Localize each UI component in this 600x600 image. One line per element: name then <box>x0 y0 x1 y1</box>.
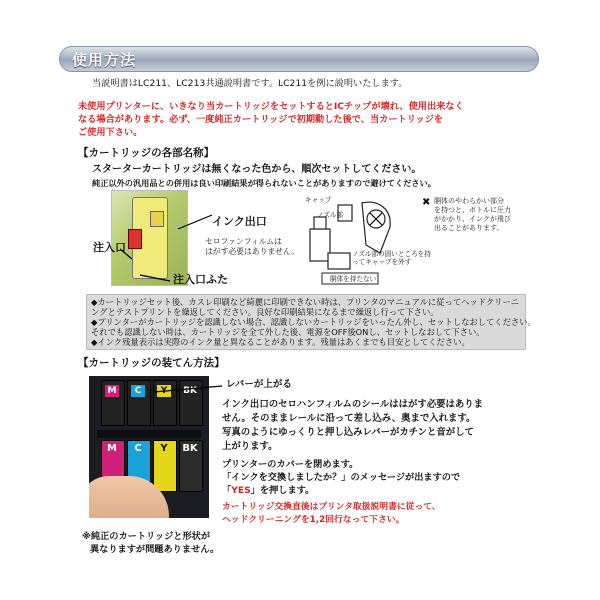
note-line-1: ◆カートリッジセット後、カスレ印刷など綺麗に印刷できない時は、プリンタのマニュアルに従ってヘッドクリーニ <box>91 297 520 307</box>
label-inlet-cap: 注入口ふた <box>173 273 228 286</box>
shape-note-2: 異なりますが問題ありません。 <box>90 544 220 555</box>
lever-label: レバーが上がる <box>226 379 292 390</box>
label-film-2: はがす必要はありません。 <box>205 247 300 256</box>
soft-part-3: がかかり、インクが飛び <box>434 215 511 223</box>
nozzle-hold-2: ってキャップを外す <box>352 258 412 266</box>
intro-text: 当説明書はLC211、LC213共通説明書です。LC211を例に説明いたします。 <box>92 78 408 89</box>
slot-c: C <box>127 380 151 426</box>
dont-hold-label: 胴体を持たない <box>330 275 377 283</box>
parts-heading: 【カートリッジの各部名称】 <box>78 147 215 159</box>
soft-part-4: 出ることがあります。 <box>434 224 504 232</box>
note-line-5: ◆インク残量表示は実際のインク量と異なることがあります。残量はあくまでも目安としてください。 <box>91 337 470 347</box>
slot-y: Y <box>153 380 177 426</box>
slot-bk: BK <box>179 380 203 426</box>
label-inlet: 注入口 <box>93 241 126 254</box>
ink-label-bk: BK <box>182 443 198 454</box>
label-ink-outlet: インク出口 <box>212 215 267 228</box>
ink-label-y: Y <box>160 443 168 454</box>
non-genuine-line: 純正以外の汎用品との併用は良い印刷結果が得られないことがありますので避けてください。 <box>92 178 436 188</box>
slot-m: M <box>101 380 125 426</box>
soft-part-2: を持つと、ボトルに圧力 <box>434 206 511 214</box>
step1-line-3: 写真のようにゆっくりと押し込みレバーがカチンと音がして <box>222 427 474 438</box>
yes-label: YES <box>231 485 251 496</box>
install-heading: 【カートリッジの装てん方法】 <box>78 357 225 369</box>
soft-part-1: 胴体のやわらかい部分 <box>434 197 504 205</box>
label-film-1: セロファンフィルムは <box>205 237 282 246</box>
warning-line-3: ご使用下さい。 <box>78 127 143 138</box>
note-line-3: ◆プリンターがカートリッジを認識しない場合、認識しないカートリッジをいったん外し、セットしなおしてください。 <box>91 317 536 327</box>
diagram-nozzle-label: ノズル部 <box>317 211 344 219</box>
starter-line: スターターカートリッジは無くなった色から、順次セットしてください。 <box>92 164 422 175</box>
note-line-2: ングとテストプリントを繰返してください。良好な印刷結果になるまで繰返し行って下さい。 <box>91 307 439 317</box>
step1-line-2: せん。そのままレールに沿って差し込み、奥まで入れます。 <box>222 413 476 424</box>
note-line-4: それでも認識しない時は、カートリッジを全て外した後、電源をOFF後ONし、セットしなおして下さい。 <box>91 327 485 337</box>
x-mark-icon: ✖ <box>422 197 431 208</box>
section-title: 使用方法 <box>72 51 137 69</box>
step2-line-3: 「YES」を押します。 <box>222 485 315 496</box>
notes-block <box>86 294 536 350</box>
step1-line-4: 上がります。 <box>222 441 278 452</box>
step1-line-1: インク出口のセロハンフィルムのシールははがす必要はありま <box>222 399 484 410</box>
warning-line-2: なる場合があります。必ず、一度純正カートリッジで初期動した後で、当カートリッジを <box>78 114 444 125</box>
section-title-bar <box>59 46 539 72</box>
ink-label-m: M <box>107 443 117 454</box>
after-line-2: ヘッドクリーニングを1,2回行なって下さい。 <box>222 515 405 525</box>
lever-callout-line <box>150 378 230 398</box>
diagram-cap-label: キャップ <box>305 196 332 204</box>
after-line-1: カートリッジ交換直後はプリンタ取扱説明書に従って、 <box>222 502 441 512</box>
warning-line-1: 未使用プリンターに、いきなり当カートリッジをセットするとICチップが壊れ、使用出来なく <box>78 101 464 112</box>
step2-line-2: 「インクを交換しましたか？」のメッセージが出ますので <box>222 472 461 483</box>
shape-note-1: ※純正のカートリッジと形状が <box>82 531 211 542</box>
bottle-diagram <box>300 193 420 285</box>
step2-line-1: プリンターのカバーを閉めます。 <box>222 459 359 470</box>
ink-label-c: C <box>134 443 142 454</box>
nozzle-hold-1: ノズル部の固いところを持 <box>352 250 431 258</box>
